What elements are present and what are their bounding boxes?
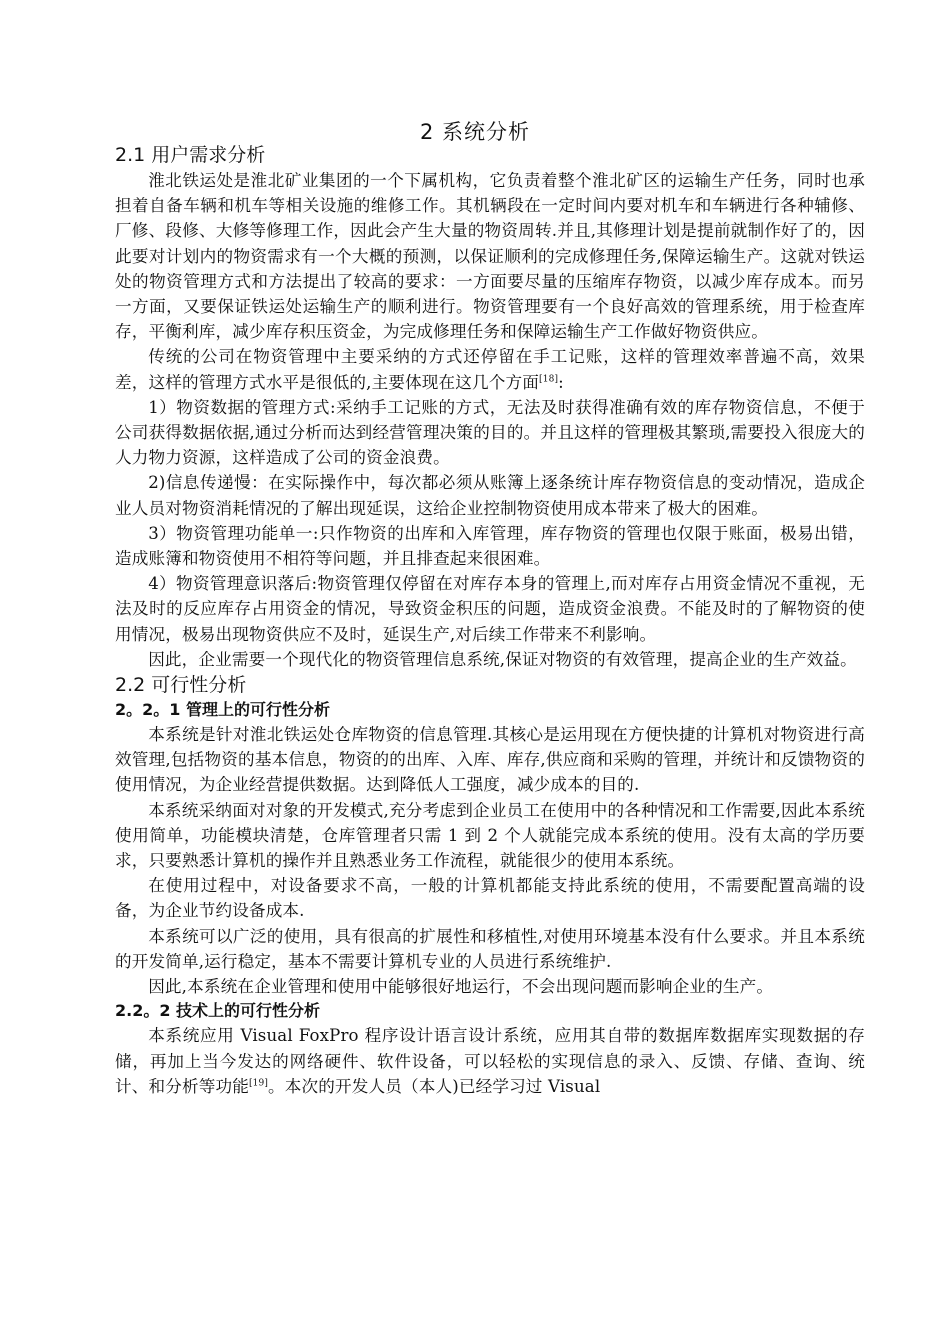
chapter-title: 2 系统分析 xyxy=(419,120,531,144)
paragraph-text: 传统的公司在物资管理中主要采纳的方式还停留在手工记账，这样的管理效率普遍不高，效果差，这样的管理方式水平是很低的,主要体现在这几个方面 xyxy=(115,347,865,392)
paragraph-tail: : xyxy=(558,372,564,392)
paragraph: 2)信息传递慢：在实际操作中，每次都必须从账簿上逐条统计库存物资信息的变动情况，造成企业人员对物资消耗情况的了解出现延误，这给企业控制物资使用成本带来了极大的困难。 xyxy=(115,473,865,518)
section-heading-2-1: 2.1 用户需求分析 xyxy=(115,144,266,166)
paragraph: 淮北铁运处是淮北矿业集团的一个下属机构，它负责着整个淮北矿区的运输生产任务，同时也承担着自备车辆和机车等相关设施的维修工作。其机辆段在一定时间内要对机车和车辆进行各种辅修、厂修、段修、大修等修理工作，因此会产生大量的物资周转.并且,其修理计划是提前就制作好了的，因此要对计划内的物资需求有一个大概的预测，以保证顺利的完成修理任务,保障运输生产。这就对铁运处的物资管理方式和方法提出了较高的要求：一方面要尽量的压缩库存物资，以减少库存成本。而另一方面，又要保证铁运处运输生产的顺利进行。物资管理要有一个良好高效的管理系统，用于检查库存，平衡利库，减少库存积压资金，为完成修理任务和保障运输生产工作做好物资供应。 xyxy=(115,171,865,342)
page-content xyxy=(115,142,865,1099)
paragraph: 本系统是针对淮北铁运处仓库物资的信息管理.其核心是运用现在方便快捷的计算机对物资进行高效管理,包括物资的基本信息，物资的的出库、入库、库存,供应商和采购的管理，并统计和反馈物资的使用情况，为企业经营提供数据。达到降低人工强度，减少成本的目的. xyxy=(115,725,865,795)
citation-ref: [18] xyxy=(539,374,559,385)
subsection-heading-2-2-2: 2.2。2 技术上的可行性分析 xyxy=(115,1001,321,1021)
paragraph: 本系统采纳面对对象的开发模式,充分考虑到企业员工在使用中的各种情况和工作需要,因此本系统使用简单，功能模块清楚，仓库管理者只需 1 到 2 个人就能完成本系统的使用。没有太高的学历要求，只要熟悉计算机的操作并且熟悉业务工作流程，就能很少的使用本系统。 xyxy=(115,800,865,871)
paragraph: 在使用过程中，对设备要求不高，一般的计算机都能支持此系统的使用，不需要配置高端的设备，为企业节约设备成本. xyxy=(115,876,865,921)
citation-ref: [19] xyxy=(248,1078,269,1089)
paragraph: 4）物资管理意识落后:物资管理仅停留在对库存本身的管理上,而对库存占用资金情况不重视，无法及时的反应库存占用资金的情况，导致资金积压的问题，造成资金浪费。不能及时的了解物资的使用情况，极易出现物资供应不及时，延误生产,对后续工作带来不利影响。 xyxy=(115,574,865,644)
subsection-heading-2-2-1: 2。2。1 管理上的可行性分析 xyxy=(115,700,330,720)
paragraph-text: 本系统应用 Visual FoxPro 程序设计语言设计系统，应用其自带的数据库数据库实现数据的存储，再加上当今发达的网络硬件、软件设备，可以轻松的实现信息的录入、反馈、存储、查询、统计、和分析等功能 xyxy=(115,1026,865,1096)
paragraph: 1）物资数据的管理方式:采纳手工记账的方式，无法及时获得准确有效的库存物资信息，不便于公司获得数据依据,通过分析而达到经营管理决策的目的。并且这样的管理极其繁琐,需要投入很庞大的人力物力资源，这样造成了公司的资金浪费。 xyxy=(115,397,865,468)
section-heading-2-2: 2.2 可行性分析 xyxy=(115,674,247,697)
paragraph xyxy=(115,1023,865,1099)
paragraph: 本系统可以广泛的使用，具有很高的扩展性和移植性,对使用环境基本没有什么要求。并且本系统的开发简单,运行稳定，基本不需要计算机专业的人员进行系统维护. xyxy=(115,926,865,971)
paragraph: 3）物资管理功能单一:只作物资的出库和入库管理，库存物资的管理也仅限于账面，极易出错，造成账簿和物资使用不相符等问题，并且排查起来很困难。 xyxy=(115,523,865,569)
paragraph: 因此，企业需要一个现代化的物资管理信息系统,保证对物资的有效管理，提高企业的生产效益。 xyxy=(148,649,857,669)
paragraph-tail: 。本次的开发人员（本人)已经学习过 Visual xyxy=(268,1076,601,1096)
paragraph: 因此,本系统在企业管理和使用中能够很好地运行，不会出现问题而影响企业的生产。 xyxy=(148,977,774,997)
paragraph xyxy=(115,344,865,394)
